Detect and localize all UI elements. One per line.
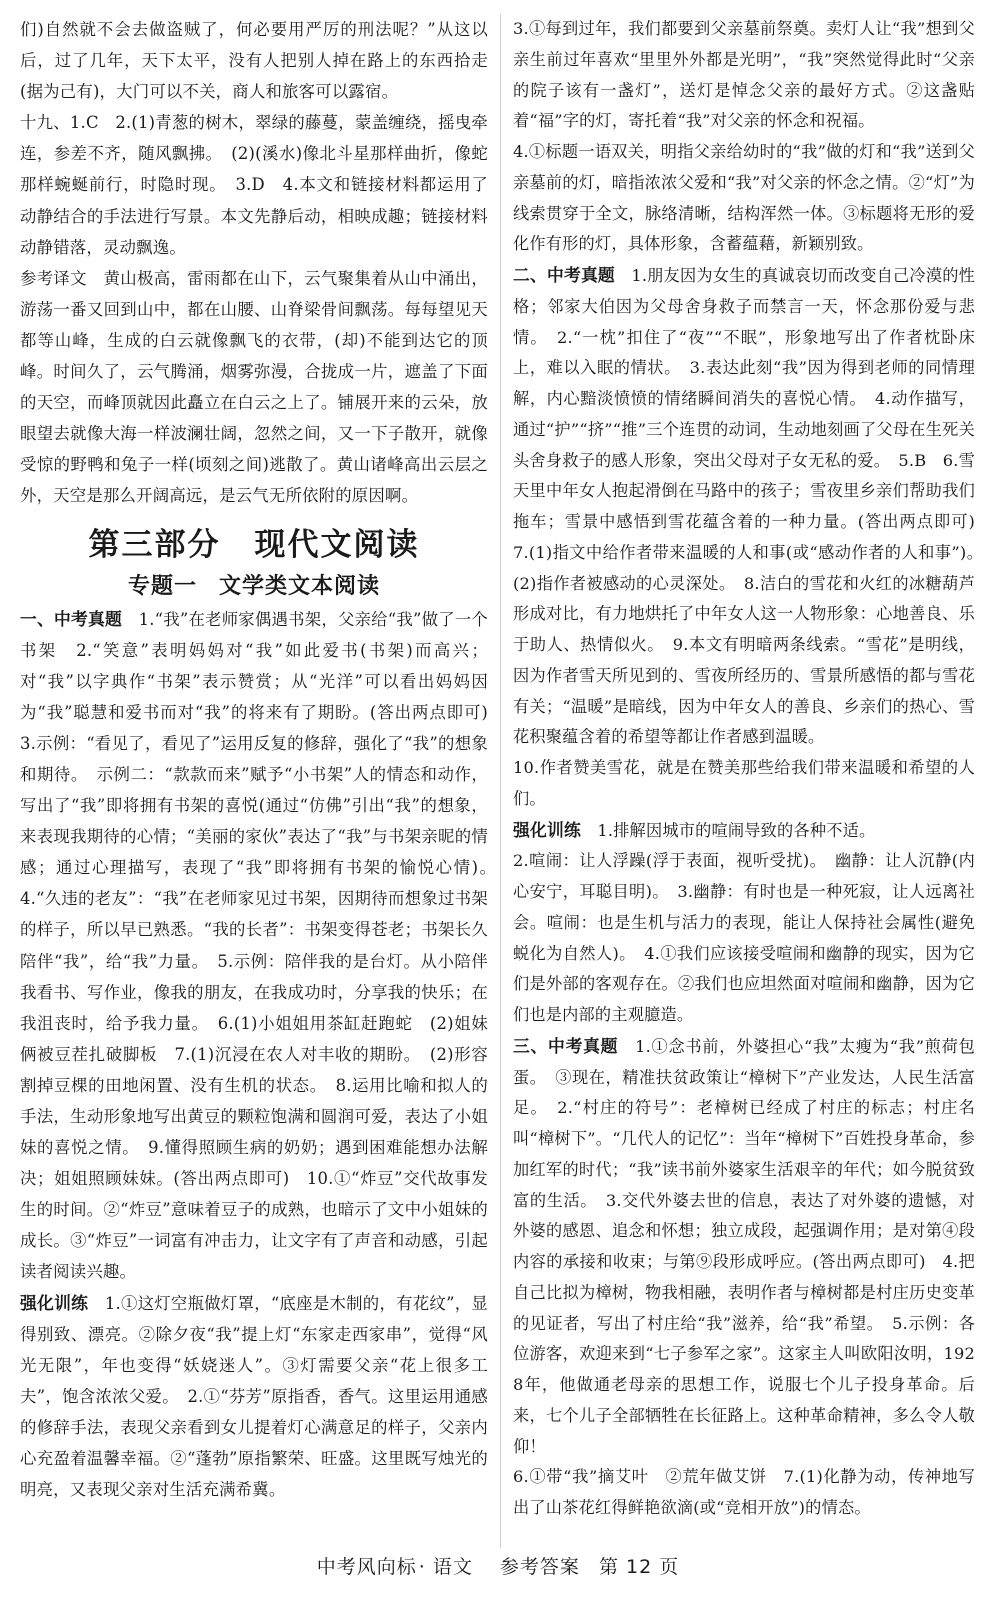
section-label: 一、中考真题 bbox=[20, 608, 123, 629]
footer-section: 参考答案 bbox=[499, 1556, 580, 1578]
paragraph-answer-6-7: 6.①带“我”摘艾叶 ②荒年做艾饼 7.(1)化静为动，传神地写出了山茶花红得鲜艳欲滴(或“竞相开放”)的情态。 bbox=[513, 1467, 975, 1517]
paragraph-answer-4: 4.①标题一语双关，明指父亲给幼时的“我”做的灯和“我”送到父亲墓前的灯，暗指浓浓父爱和“我”对父亲的怀念之情。②“灯”为线索贯穿于全文，脉络清晰，结构浑然一体。③标题将无形的爱化作有形的灯，具体形象，含蓄蕴藉，新颖别致。 bbox=[513, 142, 975, 254]
part-number: 第三部分 bbox=[88, 526, 221, 563]
left-column bbox=[20, 14, 505, 1505]
section-label: 二、中考真题 bbox=[513, 265, 615, 285]
paragraph-answer-3: 3.①每到过年，我们都要到父亲墓前祭奠。卖灯人让“我”想到父亲生前过年喜欢“里里外外都是光明”，“我”突然觉得此时“父亲的院子该有一盏灯”，送灯是悼念父亲的最好方式。②这盏贴着“福”字的灯，寄托着“我”对父亲的怀念和祝福。 bbox=[513, 19, 975, 131]
part-title bbox=[20, 522, 488, 568]
paragraph-translation-end: 们)自然就不会去做盗贼了，何必要用严厉的刑法呢？”从这以后，过了几年，天下太平，没有人把别人掉在路上的东西拾走(据为己有)，大门可以不关，商人和旅客可以露宿。 bbox=[20, 20, 488, 102]
section-training-1 bbox=[20, 1288, 488, 1506]
paragraph-reference-translation: 参考译文 黄山极高，雷雨都在山下，云气聚集着从山中涌出，游荡一番又回到山中，都在山腰、山脊梁骨间飘荡。每每望见天都等山峰，生成的白云就像飘飞的衣带，(却)不能到达它的顶峰。时间久了，云气腾涌，烟雾弥漫，合拢成一片，遮盖了下面的天空，而峰顶就因此矗立在白云之上了。铺展开来的云朵，放眼望去就像大海一样波澜壮阔，忽然之间，又一下子散开，就像受惊的野鸭和兔子一样(顷刻之间)逃散了。黄山诸峰高出云层之外，天空是那么开阔高远，是云气无所依附的原因啊。 bbox=[20, 268, 488, 506]
footer-subject: · 语文 bbox=[418, 1556, 473, 1578]
section-zhongkao-1 bbox=[20, 604, 505, 1288]
column-divider bbox=[500, 14, 501, 1548]
topic-name: 文学类文本阅读 bbox=[219, 573, 381, 599]
paragraph-answers-19: 十九、1.C 2.(1)青葱的树木，翠绿的藤蔓，蒙盖缠绕，摇曳牵连，参差不齐，随风飘拂。 (2)(溪水)像北斗星那样曲折，像蛇那样蜿蜒前行，时隐时现。 3.D 4.本文和链接材料都运用了动静结合的手法进行写景。本文先静后动，相映成趣；链接材料动静错落，灵动飘逸。 bbox=[20, 113, 488, 257]
topic-title bbox=[20, 570, 488, 604]
topic-number: 专题一 bbox=[127, 573, 197, 599]
right-column bbox=[513, 14, 992, 1524]
section-training-2 bbox=[513, 815, 975, 847]
section-label: 强化训练 bbox=[20, 1292, 89, 1313]
section-zhongkao-3 bbox=[513, 1031, 975, 1463]
section-label: 三、中考真题 bbox=[513, 1035, 619, 1056]
paragraph-training-2-rest: 2.喧闹：让人浮躁(浮于表面，视听受扰)。 幽静：让人沉静(内心安宁，耳聪目明)。 3.幽静：有时也是一种死寂，让人远离社会。喧闹：也是生机与活力的表现，能让人保持社会属性(避免蜕化为自然人)。 4.①我们应该接受喧闹和幽静的现实，因为它们是外部的客观存在。②我们也应坦然面对喧闹和幽静，因为它们也是内部的主观臆造。 bbox=[513, 851, 975, 1024]
section-text: 1.①念书前，外婆担心“我”太瘦为“我”煎荷包蛋。 ③现在，精准扶贫政策让“樟树下”产业发达，人民生活富足。 2.“村庄的符号”：老樟树已经成了村庄的标志；村庄名叫“樟树下”。“几代人的记忆”：当年“樟树下”百姓投身革命，参加红军的时代；“我”读书前外婆家生活艰辛的年代；如今脱贫致富的生活。 3.交代外婆去世的信息，表达了对外婆的遗憾，对外婆的感恩、追念和怀想；独立成段，起强调作用；是对第④段内容的承接和收束；与第⑨段形成呼应。(答出两点即可) 4.把自己比拟为樟树，物我相融，表明作者与樟树都是村庄历史变革的见证者，写出了村庄给“我”滋养，给“我”希望。 5.示例：各位游客，欢迎来到“七子参军之家”。这家主人叫欧阳汝明，1928年，他做通老母亲的思想工作，说服七个儿子投身革命。后来，七个儿子全部牺牲在长征路上。这种革命精神，多么令人敬仰！ bbox=[513, 1036, 975, 1456]
page-footer bbox=[0, 1552, 996, 1579]
footer-page-number: 第 12 页 bbox=[598, 1556, 680, 1578]
section-text: 1.“我”在老师家偶遇书架，父亲给“我”做了一个书架 2.“笑意”表明妈妈对“我”如此爱书(书架)而高兴；对“我”以字典作“书架”表示赞赏；从“光洋”可以看出妈妈因为“我”聪慧和爱书而对“我”的将来有了期盼。(答出两点即可) 3.示例：“看见了，看见了”运用反复的修辞，强化了“我”的想象和期待。 示例二：“款款而来”赋予“小书架”人的情态和动作，写出了“我”即将拥有书架的喜悦(通过“仿佛”引出“我”的想象，来表现我期待的心情；“美丽的家伙”表达了“我”与书架亲昵的情感；通过心理描写，表现了“我”即将拥有书架的愉悦心情)。 4.“久违的老友”：“我”在老师家见过书架，因期待而想象过书架的样子，所以早已熟悉。“我的长者”：书架变得苍老；书架长久陪伴“我”，给“我”力量。 5.示例：陪伴我的是台灯。从小陪伴我看书、写作业，像我的朋友，在我成功时，分享我的快乐；在我沮丧时，给予我力量。 6.(1)小姐姐用茶缸赶跑蛇 (2)姐妹俩被豆茬扎破脚板 7.(1)沉浸在农人对丰收的期盼。 (2)形容割掉豆棵的田地闲置、没有生机的状态。 8.运用比喻和拟人的手法，生动形象地写出黄豆的颗粒饱满和圆润可爱，表达了小姐妹的喜悦之情。 9.懂得照顾生病的奶奶；遇到困难能想办法解决；姐姐照顾妹妹。(答出两点即可) 10.①“炸豆”交代故事发生的时间。②“炸豆”意味着豆子的成熟，也暗示了文中小姐妹的成长。③“炸豆”一词富有冲击力，让文字有了声音和动感，引起读者阅读兴趣。 bbox=[20, 609, 505, 1282]
section-text: 1.朋友因为女生的真诚哀切而改变自己冷漠的性格；邻家大伯因为父母舍身救子而禁言一天，怀念那份爱与悲情。 2.“一枕”扣住了“夜”“不眠”，形象地写出了作者枕卧床上，难以入眠的情状。 3.表达此刻“我”因为得到老师的同情理解，内心黯淡愤愤的情绪瞬间消失的喜悦心情。 4.动作描写，通过“护”“挤”“推”三个连贯的动词，生动地刻画了父母在生死关头舍身救子的感人形象，突出父母对子女无私的爱。 5.B 6.雪天里中年女人抱起滑倒在马路中的孩子；雪夜里乡亲们帮助我们拖车；雪景中感悟到雪花蕴含着的一种力量。(答出两点即可) 7.(1)指文中给作者带来温暖的人和事(或“感动作者的人和事”)。 (2)指作者被感动的心灵深处。 8.洁白的雪花和火红的冰糖葫芦形成对比，有力地烘托了中年女人这一人物形象：心地善良、乐于助人、热情似火。 9.本文有明暗两条线索。“雪花”是明线，因为作者雪天所见到的、雪夜所经历的、雪景所感悟的都与雪花有关；“温暖”是暗线，因为中年女人的善良、乡亲们的热心、雪花积聚蕴含着的希望等都让作者感到温暖。 bbox=[513, 266, 992, 747]
section-text: 1.排解因城市的喧闹导致的各种不适。 bbox=[580, 820, 876, 840]
paragraph-answer-10: 10.作者赞美雪花，就是在赞美那些给我们带来温暖和希望的人们。 bbox=[513, 758, 975, 808]
section-label: 强化训练 bbox=[513, 819, 581, 840]
footer-series: 中考风向标 bbox=[316, 1556, 417, 1578]
part-name: 现代文阅读 bbox=[254, 526, 420, 563]
section-text: 1.①这灯空瓶做灯罩，“底座是木制的，有花纹”，显得别致、漂亮。②除夕夜“我”提上灯“东家走西家串”，觉得“风光无限”，年也变得“妖娆迷人”。③灯需要父亲“花上很多工夫”，饱含浓浓父爱。 2.①“芬芳”原指香，香气。这里运用通感的修辞手法，表现父亲看到女儿提着灯心满意足的样子，父亲内心充盈着温馨幸福。②“蓬勃”原指繁荣、旺盛。这里既写烛光的明亮，又表现父亲对生活充满希冀。 bbox=[20, 1293, 488, 1500]
section-zhongkao-2 bbox=[513, 260, 992, 753]
